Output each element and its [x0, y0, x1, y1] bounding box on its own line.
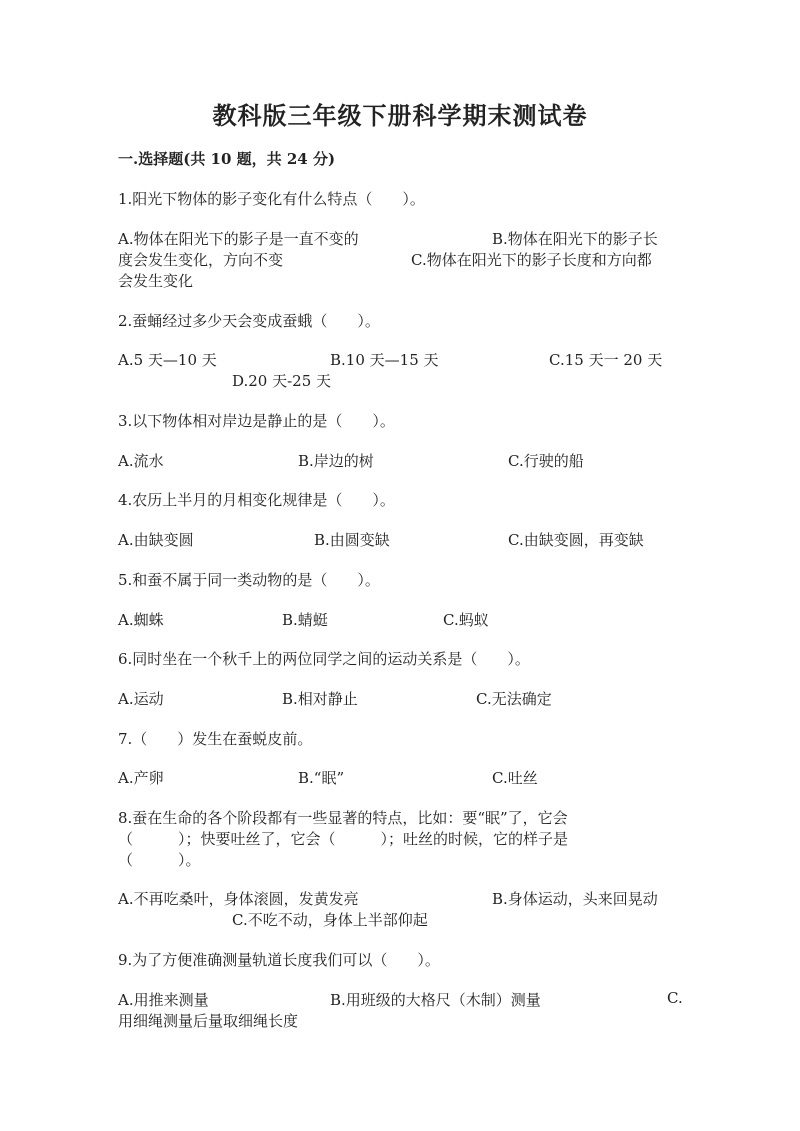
- question-6-option-b: B.相对静止: [282, 690, 358, 708]
- question-1-option-a: A.物体在阳光下的影子是一直不变的: [118, 230, 359, 248]
- question-3-option-b: B.岸边的树: [298, 452, 374, 470]
- question-8-option-a: A.不再吃桑叶，身体滚圆，发黄发亮: [118, 890, 359, 908]
- question-2-option-c: C.15 天一 20 天: [549, 351, 663, 369]
- question-1-option-b: B.物体在阳光下的影子长: [492, 230, 658, 248]
- question-2-option-b: B.10 天—15 天: [330, 351, 439, 369]
- question-4-option-b: B.由圆变缺: [314, 531, 390, 549]
- question-5-option-c: C.蚂蚁: [443, 611, 489, 629]
- question-7-option-a: A.产卵: [118, 769, 164, 787]
- question-9-option-b: B.用班级的大格尺（木制）测量: [330, 991, 541, 1009]
- question-3-stem: 3.以下物体相对岸边是静止的是（ ）。: [118, 412, 395, 430]
- question-8-stem-cont-1: （ ）；快要吐丝了，它会（ ）；吐丝的时候，它的样子是: [118, 830, 569, 848]
- question-1-option-c-cont: 会发生变化: [118, 272, 194, 290]
- question-4-option-c: C.由缺变圆，再变缺: [508, 531, 644, 549]
- page-title: 教科版三年级下册科学期末测试卷: [212, 101, 588, 130]
- question-6-option-c: C.无法确定: [476, 690, 552, 708]
- question-8-option-c: C.不吃不动，身体上半部仰起: [232, 911, 428, 929]
- question-1-option-b-cont: 度会发生变化，方向不变: [118, 251, 284, 269]
- question-5-option-b: B.蜻蜓: [282, 611, 328, 629]
- question-1-stem: 1.阳光下物体的影子变化有什么特点（ ）。: [118, 190, 425, 208]
- question-1-option-c: C.物体在阳光下的影子长度和方向都: [411, 251, 652, 269]
- question-7-stem: 7.（ ）发生在蚕蜕皮前。: [118, 730, 313, 748]
- question-8-option-b: B.身体运动，头来回晃动: [492, 890, 658, 908]
- question-9-option-c-cont: 用细绳测量后量取细绳长度: [118, 1012, 299, 1030]
- question-2-stem: 2.蚕蛹经过多少天会变成蚕蛾（ ）。: [118, 312, 380, 330]
- question-8-stem-cont-2: （ ）。: [118, 851, 201, 869]
- question-4-option-a: A.由缺变圆: [118, 531, 194, 549]
- question-9-option-a: A.用推来测量: [118, 991, 209, 1009]
- question-6-option-a: A.运动: [118, 690, 164, 708]
- question-3-option-c: C.行驶的船: [508, 452, 584, 470]
- question-9-stem: 9.为了方便准确测量轨道长度我们可以（ ）。: [118, 951, 440, 969]
- question-2-option-a: A.5 天—10 天: [118, 351, 217, 369]
- question-6-stem: 6.同时坐在一个秋千上的两位同学之间的运动关系是（ ）。: [118, 650, 530, 668]
- question-3-option-a: A.流水: [118, 452, 164, 470]
- question-2-option-d: D.20 天-25 天: [232, 372, 332, 390]
- question-7-option-c: C.吐丝: [492, 769, 538, 787]
- question-5-stem: 5.和蚕不属于同一类动物的是（ ）。: [118, 571, 380, 589]
- section-heading: 一.选择题(共 10 题，共 24 分): [118, 150, 336, 168]
- question-7-option-b: B.“眠”: [298, 769, 345, 787]
- question-9-option-c: C.: [667, 989, 683, 1007]
- question-4-stem: 4.农历上半月的月相变化规律是（ ）。: [118, 491, 395, 509]
- question-8-stem: 8.蚕在生命的各个阶段都有一些显著的特点，比如：要“眠”了，它会: [118, 809, 568, 827]
- question-5-option-a: A.蜘蛛: [118, 611, 164, 629]
